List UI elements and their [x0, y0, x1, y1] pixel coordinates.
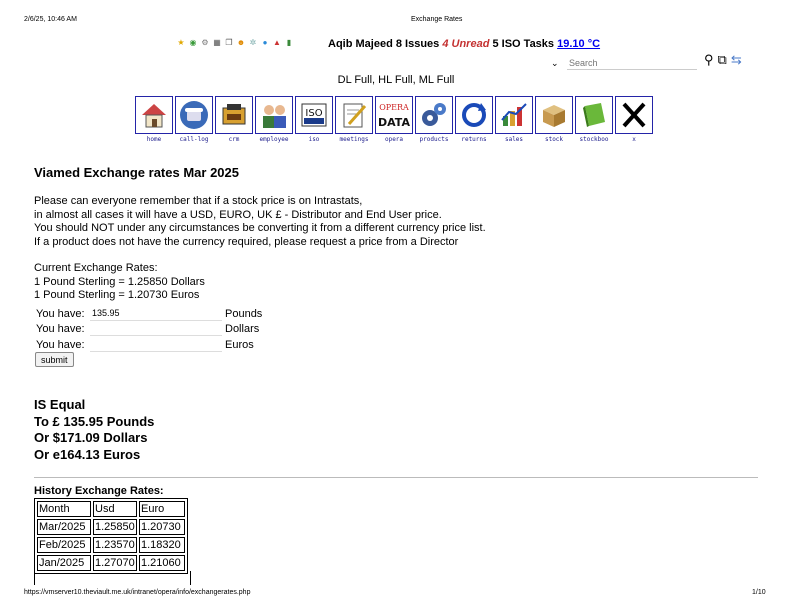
copy-icon[interactable]: ❐: [225, 38, 233, 47]
dollars-input[interactable]: [90, 322, 222, 336]
x-icon: [619, 100, 649, 130]
table-header-row: Month Usd Euro: [37, 501, 185, 517]
nav-stockbook[interactable]: stockboo: [575, 96, 613, 143]
sales-chart-icon: [499, 100, 529, 130]
pounds-input[interactable]: [90, 307, 222, 321]
access-levels: DL Full, HL Full, ML Full: [337, 74, 455, 86]
nav-stock[interactable]: stock: [535, 96, 573, 143]
rates-heading: Current Exchange Rates:: [34, 262, 158, 274]
gears-icon: [419, 100, 449, 130]
print-url: https://vmserver10.theviault.me.uk/intranet/opera/info/exchangerates.php: [24, 589, 251, 596]
table-row: Feb/2025 1.23570 1.18320: [37, 537, 185, 553]
share-icon[interactable]: ⇆: [730, 52, 742, 67]
search-icon[interactable]: ⚲: [704, 52, 714, 67]
gear-icon[interactable]: ⚙: [201, 38, 209, 47]
search-bar: [551, 56, 697, 70]
temperature-link[interactable]: 19.10 °C: [557, 38, 601, 50]
grid-icon[interactable]: ▦: [213, 38, 221, 47]
print-title: Exchange Rates: [411, 16, 463, 23]
submit-button[interactable]: submit: [35, 352, 74, 367]
opera-data-icon: [376, 98, 412, 132]
currency-notice: Please can everyone remember that if a stock price is on Intrastats, in almost all cases it will have a USD, EURO, UK £ - Distributor and End User price. You should NOT under any circumstances be converting it from a different currency price list. If a product does not have the currency required, please request a price from a Director: [34, 195, 486, 249]
history-title: History Exchange Rates:: [34, 485, 164, 497]
star-icon[interactable]: ★: [177, 38, 185, 47]
table-row: Jan/2025 1.27070 1.21060: [37, 555, 185, 571]
iso-tasks[interactable]: 5 ISO Tasks: [492, 38, 555, 50]
nav-products[interactable]: products: [415, 96, 453, 143]
people-icon: [258, 100, 290, 130]
circle-icon[interactable]: ◉: [189, 38, 197, 47]
book-icon: [579, 100, 609, 130]
euros-input[interactable]: [90, 338, 222, 352]
cashbox-icon: [219, 100, 249, 130]
divider: [34, 477, 758, 478]
toolbar-right-icons: [704, 52, 742, 68]
top-toolbar: [0, 36, 792, 54]
svg-text:ISO: ISO: [305, 108, 323, 119]
chart-icon[interactable]: ▲: [273, 38, 281, 47]
user-name: Aqib Majeed: [328, 38, 393, 50]
chevron-down-icon[interactable]: ⌄: [551, 57, 559, 68]
converter-form: You have: 135.95 Pounds You have: Dollars You have: Euros: [34, 306, 262, 353]
rate-eur: 1 Pound Sterling = 1.20730 Euros: [34, 289, 200, 302]
unread-count[interactable]: 4 Unread: [442, 38, 490, 50]
history-table-continuation: [34, 571, 191, 585]
open-external-icon[interactable]: ⧉: [717, 52, 727, 67]
phone-icon: [178, 99, 210, 131]
nav-crm[interactable]: crm: [215, 96, 253, 143]
smiley-icon[interactable]: ☻: [236, 38, 246, 47]
notepad-icon: [339, 100, 369, 130]
refresh-icon: [459, 100, 489, 130]
print-page-number: 1/10: [752, 589, 766, 596]
svg-text:DATA: DATA: [378, 116, 410, 129]
search-input[interactable]: [567, 57, 697, 70]
nav-returns[interactable]: returns: [455, 96, 493, 143]
page-title: Viamed Exchange rates Mar 2025: [34, 165, 239, 180]
nav-employee[interactable]: employee: [255, 96, 293, 143]
nav-home[interactable]: home: [135, 96, 173, 143]
bag-icon[interactable]: ▮: [286, 38, 292, 47]
nav-close[interactable]: x: [615, 96, 653, 143]
conversion-result: IS Equal To £ 135.95 Pounds Or $171.09 Dollars Or e164.13 Euros: [34, 397, 155, 462]
main-nav: [135, 96, 653, 143]
sparkle-icon[interactable]: ✲: [249, 38, 257, 47]
nav-call-log[interactable]: call-log: [175, 96, 213, 143]
chat-icon[interactable]: ●: [262, 38, 268, 47]
nav-meetings[interactable]: meetings: [335, 96, 373, 143]
rate-usd: 1 Pound Sterling = 1.25850 Dollars: [34, 275, 205, 288]
issues-count[interactable]: 8 Issues: [395, 38, 440, 50]
table-row: Mar/2025 1.25850 1.20730: [37, 519, 185, 535]
user-status-line: [328, 38, 600, 50]
house-icon: [139, 100, 169, 130]
print-datetime: 2/6/25, 10:46 AM: [24, 16, 77, 23]
history-table: [34, 498, 188, 574]
svg-text:OPERA: OPERA: [379, 103, 409, 112]
box-icon: [539, 100, 569, 130]
nav-opera[interactable]: OPERA DATA opera: [375, 96, 413, 143]
iso-icon: [299, 100, 329, 130]
current-rates: [34, 262, 205, 303]
nav-sales[interactable]: sales: [495, 96, 533, 143]
nav-iso[interactable]: ISO iso: [295, 96, 333, 143]
